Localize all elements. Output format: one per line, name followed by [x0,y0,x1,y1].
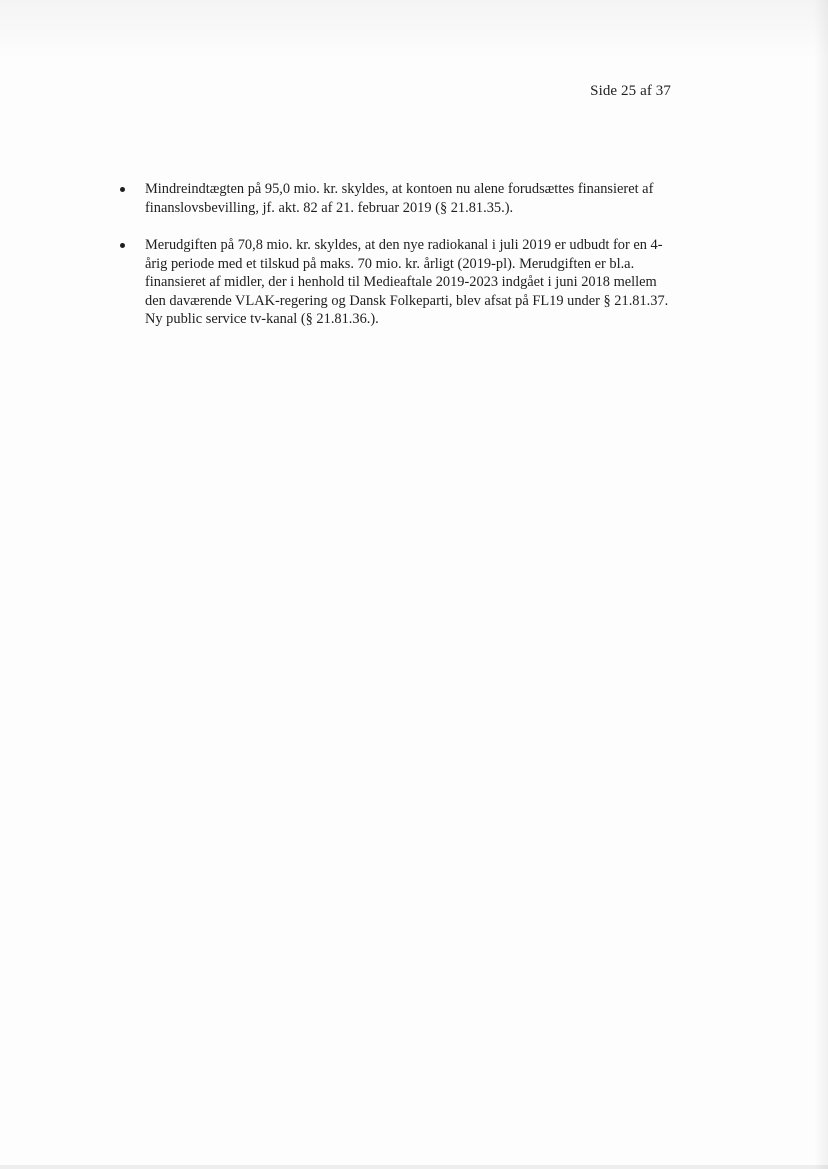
bullet-list [0,180,828,348]
scan-edge-bottom [0,1165,828,1169]
scan-shadow-top [0,0,828,60]
scan-shadow-right [814,0,828,1169]
bullet-text: Mindreindtægten på 95,0 mio. kr. skyldes, at kontoen nu alene forudsættes finansieret af finanslovsbevilling, jf. akt. 82 af 21. februar 2019 (§ 21.81.35.). [145,181,654,216]
bullet-text: Merudgiften på 70,8 mio. kr. skyldes, at den nye radiokanal i juli 2019 er udbudt for en 4-årig periode med et tilskud på maks. 70 mio. kr. årligt (2019-pl). Merudgiften er bl.a. finansieret af midler, der i henhold til Medieaftale 2019-2023 indgået i juni 2018 mellem den daværende VLAK-regering og Dansk Folkeparti, blev afsat på FL19 under § 21.81.37. Ny public service tv-kanal (§ 21.81.36.). [145,237,669,327]
bullet-marker [120,243,125,248]
bullet-item [0,236,673,329]
bullet-item [0,180,673,217]
page-number: Side 25 af 37 [590,83,671,99]
bullet-marker [120,187,125,192]
